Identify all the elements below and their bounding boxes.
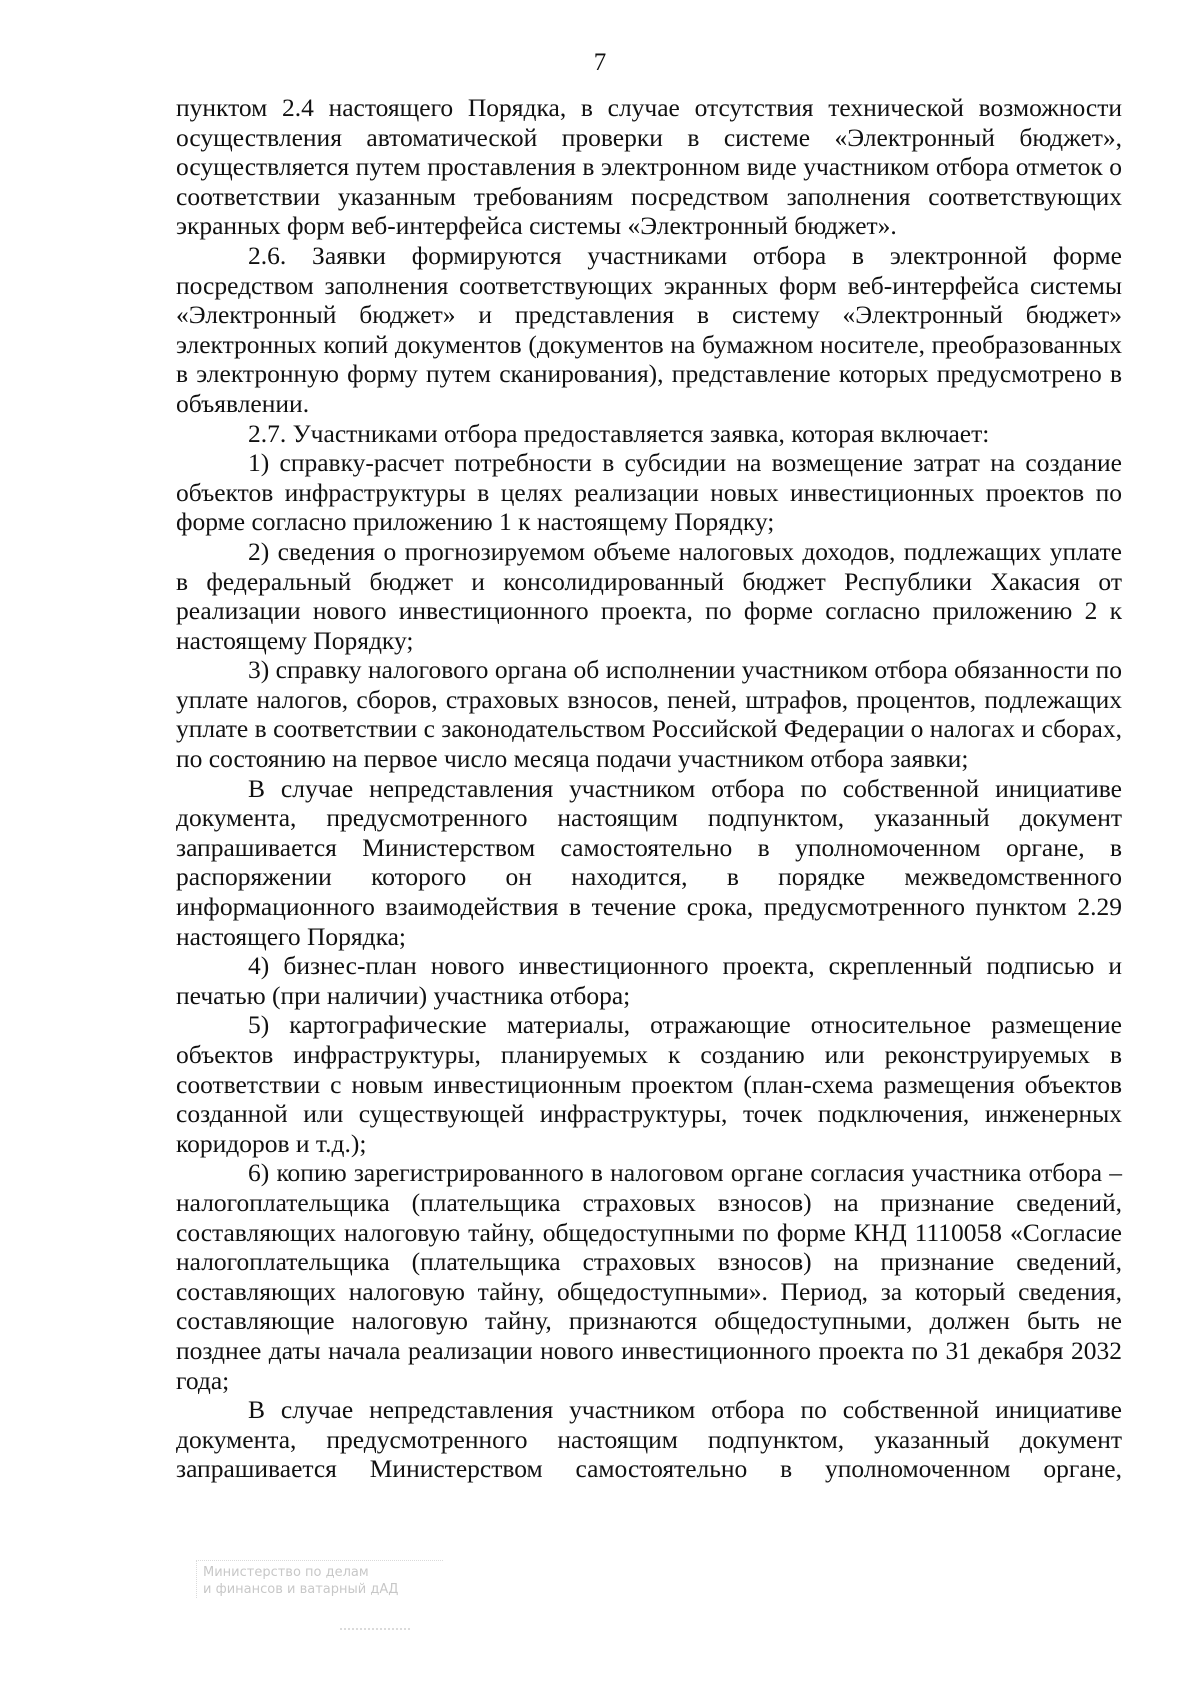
document-body	[176, 93, 1122, 1484]
stamp-line-1: Министерство по делам	[203, 1565, 369, 1580]
registration-stamp	[196, 1560, 443, 1598]
paragraph-non-submission-2: В случае непредставления участником отбора по собственной инициативе документа, предусмотренного настоящим подпунктом, указанный документ запрашивается Министерством самостоятельно в уполномоченном органе,	[176, 1395, 1122, 1484]
paragraph-non-submission-1: В случае непредставления участником отбора по собственной инициативе документа, предусмотренного настоящим подпунктом, указанный документ запрашивается Министерством самостоятельно в уполномоченном органе, в распоряжении которого он находится, в порядке межведомственного информационного взаимодействия в течение срока, предусмотренного пунктом 2.29 настоящего Порядка;	[176, 773, 1122, 951]
page-number: 7	[593, 49, 607, 76]
list-item-6: 6) копию зарегистрированного в налоговом органе согласия участника отбора – налогоплательщика (плательщика страховых взносов) на признание сведений, составляющих налоговую тайну, общедоступными по форме КНД 1110058 «Согласие налогоплательщика (плательщика страховых взносов) на признание сведений, составляющих налоговую тайну, общедоступными». Период, за который сведения, составляющие налоговую тайну, признаются общедоступными, должен быть не позднее даты начала реализации нового инвестиционного проекта по 31 декабря 2032 года;	[176, 1158, 1122, 1395]
paragraph-2-7: 2.7. Участниками отбора предоставляется заявка, которая включает:	[248, 418, 990, 448]
paragraph-2-6: 2.6. Заявки формируются участниками отбора в электронной форме посредством заполнения соответствующих экранных форм веб-интерфейса системы «Электронный бюджет» и представления в систему «Электронный бюджет» электронных копий документов (документов на бумажном носителе, преобразованных в электронную форму путем сканирования), представление которых предусмотрено в объявлении.	[176, 240, 1122, 418]
list-item-5: 5) картографические материалы, отражающие относительное размещение объектов инфраструктуры, планируемых к созданию или реконструируемых в соответствии с новым инвестиционным проектом (план-схема размещения объектов созданной или существующей инфраструктуры, точек подключения, инженерных коридоров и т.д.);	[176, 1010, 1122, 1158]
stamp-underline	[340, 1628, 410, 1630]
list-item-4: 4) бизнес-план нового инвестиционного проекта, скрепленный подписью и печатью (при наличии) участника отбора;	[176, 951, 1122, 1010]
paragraph-continuation: пунктом 2.4 настоящего Порядка, в случае отсутствия технической возможности осуществления автоматической проверки в системе «Электронный бюджет», осуществляется путем проставления в электронном виде участником отбора отметок о соответствии указанным требованиям посредством заполнения соответствующих экранных форм веб-интерфейса системы «Электронный бюджет».	[176, 93, 1122, 241]
list-item-3: 3) справку налогового органа об исполнении участником отбора обязанности по уплате налогов, сборов, страховых взносов, пеней, штрафов, процентов, подлежащих уплате в соответствии с законодательством Российской Федерации о налогах и сборах, по состоянию на первое число месяца подачи участником отбора заявки;	[176, 655, 1122, 774]
list-item-1: 1) справку-расчет потребности в субсидии на возмещение затрат на создание объектов инфраструктуры в целях реализации новых инвестиционных проектов по форме согласно приложению 1 к настоящему Порядку;	[176, 448, 1122, 537]
stamp-line-2: и финансов и ватарный дАД	[203, 1582, 399, 1597]
list-item-2: 2) сведения о прогнозируемом объеме налоговых доходов, подлежащих уплате в федеральный бюджет и консолидированный бюджет Республики Хакасия от реализации нового инвестиционного проекта, по форме согласно приложению 2 к настоящему Порядку;	[176, 536, 1122, 655]
